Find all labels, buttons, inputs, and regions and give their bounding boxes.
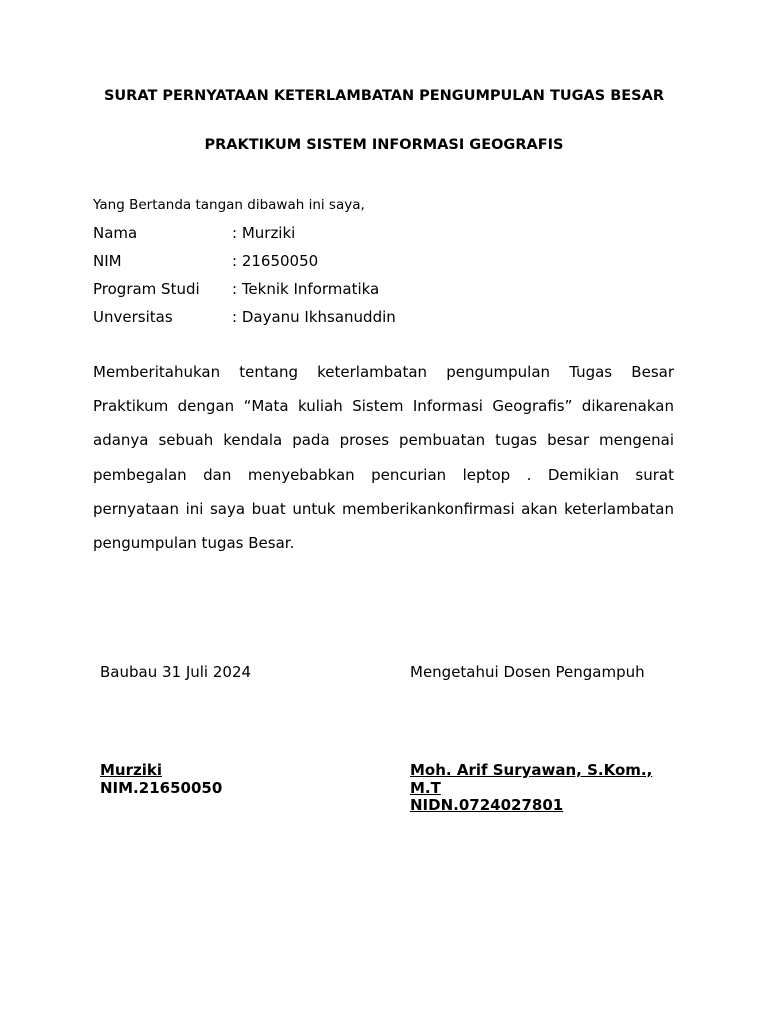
identity-value: : 21650050 <box>232 252 319 270</box>
identity-row-universitas <box>93 307 593 327</box>
identity-value: : Dayanu Ikhsanuddin <box>232 308 396 326</box>
lecturer-nidn: NIDN.0724027801 <box>410 796 564 814</box>
intro-text: Yang Bertanda tangan dibawah ini saya, <box>93 197 365 213</box>
statement-paragraph: Memberitahukan tentang keterlambatan pengumpulan Tugas Besar Praktikum dengan “Mata kuliah Sistem Informasi Geografis” dikarenakan adanya sebuah kendala pada proses pembuatan tugas besar mengenai pembegalan dan menyebabkan pencurian leptop . Demikian surat pernyataan ini saya buat untuk memberikankonfirmasi akan keterlambatan pengumpulan tugas Besar. <box>93 363 674 553</box>
lecturer-name: Moh. Arif Suryawan, S.Kom., M.T <box>410 761 653 797</box>
lecturer-signature-block <box>410 762 680 815</box>
acknowledgement-heading: Mengetahui Dosen Pengampuh <box>410 663 645 681</box>
identity-label: Unversitas <box>93 308 173 326</box>
identity-row-nama <box>93 223 593 243</box>
identity-label: NIM <box>93 252 122 270</box>
place-date: Baubau 31 Juli 2024 <box>100 663 252 681</box>
student-name: Murziki <box>100 761 162 779</box>
identity-value: : Murziki <box>232 224 296 242</box>
student-nim: NIM.21650050 <box>100 778 223 797</box>
identity-row-nim <box>93 251 593 271</box>
identity-value: : Teknik Informatika <box>232 280 380 298</box>
document-subtitle: PRAKTIKUM SISTEM INFORMASI GEOGRAFIS <box>204 137 564 153</box>
identity-row-program-studi <box>93 279 593 299</box>
student-signature-block <box>100 762 222 797</box>
identity-label: Program Studi <box>93 280 200 298</box>
document-title: SURAT PERNYATAAN KETERLAMBATAN PENGUMPULAN TUGAS BESAR <box>103 88 665 104</box>
identity-label: Nama <box>93 224 138 242</box>
